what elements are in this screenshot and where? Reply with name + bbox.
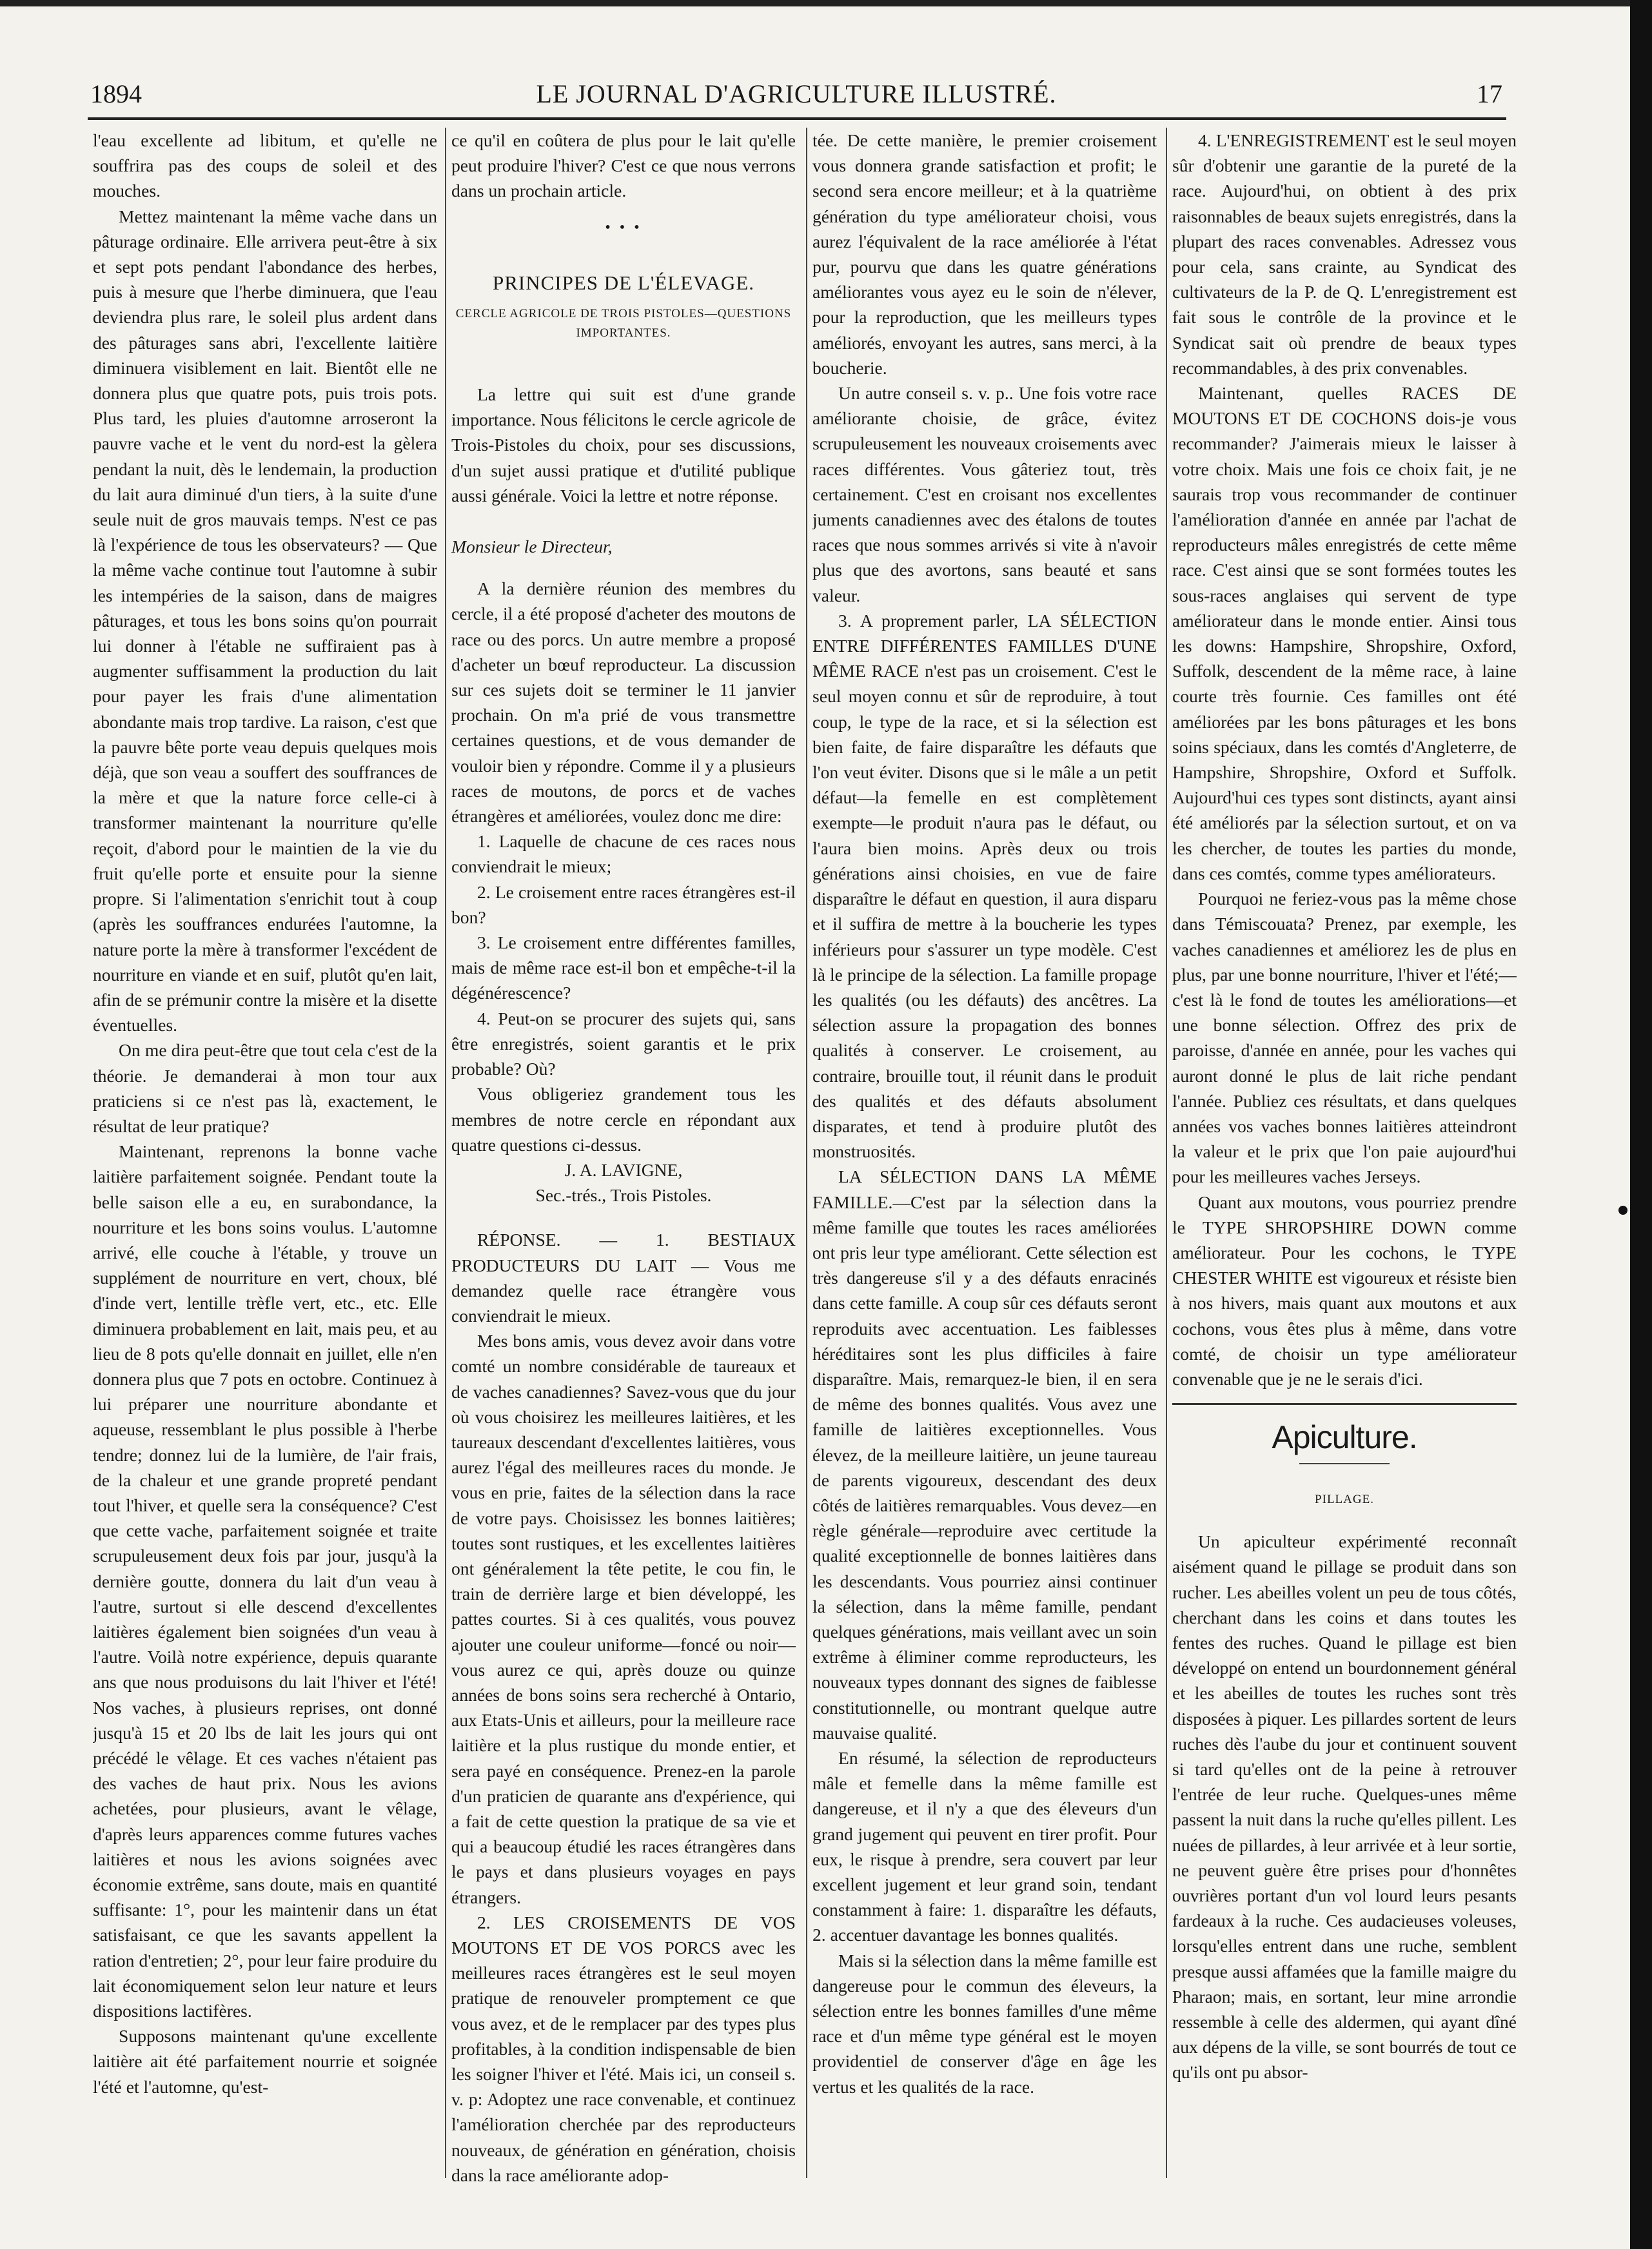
paragraph: Mais si la sélection dans la même famille est dangereuse pour le commun des éleveurs, la sélection entre les bonnes familles d'une même race et d'un même type général est le moyen providentiel de conserver d'âge en âge les vertus et les qualités de la race.: [812, 1950, 1157, 2097]
top-rule: [0, 0, 1630, 6]
paragraph: 2. LES CROISEMENTS DE VOS MOUTONS ET DE VOS PORCS avec les meilleures races étrangères est le seul moyen pratique de renouveler promptement ce que vous avez, et de le remplacer par des types plus profitables, à la condition indispensable de bien les soigner l'hiver et l'été. Mais ici, un conseil s. v. p: Adoptez une race convenable, et continuez l'amélioration cherchée par des reproducteurs nouveaux, de génération en génération, choisis dans la race améliorante adop-: [451, 1912, 796, 2185]
paragraph: A la dernière réunion des membres du cercle, il a été proposé d'acheter des moutons de race ou des porcs. Un autre membre a proposé d'acheter un bœuf reproducteur. La discussion sur ces sujets doit se terminer le 11 janvier prochain. On m'a prié de vous transmettre certaines questions, et de vous demander de vouloir bien y répondre. Comme il y a plusieurs races de moutons, de porcs et de vaches étrangères et améliorées, voulez donc me dire:: [451, 578, 796, 827]
paragraph: l'eau excellente ad libitum, et qu'elle ne souffrira pas des coups de soleil et des mouches.: [93, 130, 437, 201]
paragraph: Mettez maintenant la même vache dans un pâturage ordinaire. Elle arrivera peut-être à six et sept pots pendant l'abondance des herbes, puis à mesure que l'herbe diminuera, que l'eau deviendra plus rare, le soleil plus ardent dans des pâturages sans abri, l'excellente laitière diminuera visiblement en lait. Bientôt elle ne donnera plus que quatre pots, puis trois pots. Plus tard, les pluies d'automne arroseront la pauvre vache et le vent du nord-est la gèlera pendant la nuit, dès le lendemain, la production du lait aura diminué d'un tiers, à la suite d'une seule nuit de gros mauvais temps. N'est ce pas là l'expérience de tous les observateurs? — Que la même vache continue tout l'automne à subir les intempéries de la saison, dans de maigres pâturages, et tous les bons soins qu'on pourrait lui donner à l'étable ne suffiraient pas à augmenter suffisamment la production du lait pour payer les frais d'une alimentation abondante mais trop tardive. La raison, c'est que la pauvre bête porte veau depuis quelques mois déjà, que son veau a souffert des souffrances de la mère et que la nature force celle-ci à transformer maintenant la nourriture qu'elle reçoit, d'abord pour le maintien de la vie du fruit qu'elle porte et ensuite pour la sienne propre. Si l'alimentation s'enrichit tout à coup (après les souffrances endurées l'automne, la nature porte la mère à transformer l'excédent de nourriture en viande et en suif, plutôt qu'en lait, afin de se prémunir contre la misère et la disette éventuelles.: [93, 206, 437, 1036]
section-title-apiculture: Apiculture.: [1272, 1419, 1417, 1456]
letter-salutation: Monsieur le Directeur,: [451, 536, 613, 557]
paragraph: Maintenant, quelles RACES DE MOUTONS ET DE COCHONS dois-je vous recommander? J'aimerais mieux le laisser à votre choix. Mais une fois ce choix fait, je ne saurais trop vous recommander de continuer l'amélioration d'année en année par l'achat de reproducteurs mâles enregistrés de cette même race. C'est ainsi que se sont formées toutes les sous-races anglaises qui servent de type améliorateur dans le monde entier. Ainsi tous les downs: Hampshire, Shropshire, Oxford, Suffolk, descendent de la même race, à laine courte très fournie. Ces familles ont été améliorées par les bons pâturages et les bons soins spéciaux, dans les comtés d'Angleterre, de Hampshire, Shropshire, Oxford et Suffolk. Aujourd'hui ces types sont distincts, ayant ainsi été améliorés par la sélection surtout, et on va les chercher, de toutes les parties du monde, dans ces comtés, comme types améliorateurs.: [1172, 383, 1517, 883]
column-4: [1172, 128, 1517, 2230]
paragraph: Supposons maintenant qu'une excellente laitière ait été parfaitement nourrie et soignée l'été et l'automne, qu'est-: [93, 2026, 437, 2097]
title-underline: [1299, 1463, 1390, 1464]
column-2: [451, 128, 796, 2230]
section-ornament: • • •: [605, 219, 642, 236]
column-1: [93, 128, 437, 2230]
paragraph: RÉPONSE. — 1. BESTIAUX PRODUCTEURS DU LAIT — Vous me demandez quelle race étrangère vous conviendrait le mieux.: [451, 1230, 796, 1326]
paragraph: 1. Laquelle de chacune de ces races nous conviendrait le mieux;: [451, 831, 796, 877]
paragraph: 4. Peut-on se procurer des sujets qui, sans être enregistrés, soient garantis et le prix probable? Où?: [451, 1008, 796, 1079]
letter-signature-title: Sec.-trés., Trois Pistoles.: [535, 1185, 712, 1206]
column-3: [812, 128, 1157, 2230]
masthead-rule: [88, 117, 1506, 120]
masthead-title: LE JOURNAL D'AGRICULTURE ILLUSTRÉ.: [536, 79, 1057, 108]
paragraph: Un apiculteur expérimenté reconnaît aisément quand le pillage se produit dans son rucher. Les abeilles volent un peu de tous côtés, cherchant dans les coins et dans toutes les fentes des ruches. Quand le pillage est bien développé on entend un bourdonnement général et les abeilles de toutes les ruches sont très disposées à piquer. Les pillardes sortent de leurs ruches dès l'aube du jour et continuent souvent si tard qu'elles ont de la peine à retrouver l'entrée de leur ruche. Quelques-unes même passent la nuit dans la ruche qu'elles pillent. Les nuées de pillardes, à leur arrivée et à leur sortie, ne peuvent guère être prises pour d'honnêtes ouvrières portant d'un vol lourd leurs pesants fardeaux à la ruche. Ces audacieuses voleuses, lorsqu'elles entrent dans une ruche, semblent presque aussi affamées que la famille maigre du Pharaon; mais, en sortant, leur mine arrondie ressemble à celle des aldermen, qui ayant dîné aux dépens de la ville, se sont bourrés de tout ce qu'ils ont pu absor-: [1172, 1531, 1517, 2083]
paragraph: En résumé, la sélection de reproducteurs mâle et femelle dans la même famille est dangereuse, et il n'y a que des éleveurs d'un grand jugement qui peuvent en tirer profit. Pour eux, le risque à prendre, sera couvert par leur excellent jugement et leur grand soin, tendant constamment à faire: 1. disparaître les défauts, 2. accentuer davantage les bonnes qualités.: [812, 1748, 1157, 1945]
section-subtitle: CERCLE AGRICOLE DE TROIS PISTOLES—QUESTIONS IMPORTANTES.: [455, 307, 792, 340]
paragraph: tée. De cette manière, le premier croisement vous donnera grande satisfaction et profit; le second sera encore meilleur; et à la quatrième génération du type améliorateur choisi, vous aurez l'équivalent de la race améliorée à l'état pur, pourvu que dans les quatre générations améliorantes vous ayez eu le soin de n'élever, pour la reproduction, que les meilleurs types améliorés, envoyant les autres, sans merci, à la boucherie.: [812, 130, 1157, 378]
paragraph: 3. A proprement parler, LA SÉLECTION ENTRE DIFFÉRENTES FAMILLES D'UNE MÊME RACE n'est pas un croisement. C'est le seul moyen connu et sûr de reproduire, à tout coup, le type de la race, et si la sélection est bien faite, de faire disparaître les défauts que l'on veut éviter. Disons que si le mâle a un petit défaut—la femelle en est complètement exempte—le produit n'aura pas le défaut, ou l'aura bien moins. Après deux ou trois générations ainsi choisies, en vue de faire disparaître le défaut en question, il aura disparu et il suffira de mettre à la boucherie les types inférieurs pour s'assurer un type modèle. C'est là le principe de la sélection. La famille propage les qualités (ou les défauts) des ancêtres. La sélection assure la propagation des bonnes qualités à conserver. Le croisement, au contraire, brouille tout, il réunit dans le produit des qualités et des défauts absolument disparates, et tend à produire plutôt des monstruosités.: [812, 610, 1157, 1162]
paragraph: 4. L'ENREGISTREMENT est le seul moyen sûr d'obtenir une garantie de la pureté de la race. Aujourd'hui, on obtient à des prix raisonnables de beaux sujets enregistrés, dans la plupart des races convenables. Adressez vous pour cela, sans crainte, au Syndicat des cultivateurs de la P. de Q. L'enregistrement est fait sous le contrôle de la province et le Syndicat sait où prendre de beaux types recommandables, à des prix convenables.: [1172, 130, 1517, 378]
page-edge-bar: [1630, 0, 1652, 2249]
paragraph: La lettre qui suit est d'une grande importance. Nous félicitons le cercle agricole de Trois-Pistoles du choix, pour ses discussions, d'un sujet aussi pratique et d'utilité publique aussi générale. Voici la lettre et notre réponse.: [451, 384, 796, 506]
masthead-page-number: 17: [1477, 79, 1502, 108]
paragraph: Quant aux moutons, vous pourriez prendre le TYPE SHROPSHIRE DOWN comme améliorateur. Pour les cochons, le TYPE CHESTER WHITE est vigoureux et résiste bien à nos hivers, mais quant aux moutons et aux cochons, vous êtes plus à même, dans votre comté, de choisir un type améliorateur convenable que je ne le serais d'ici.: [1172, 1192, 1517, 1389]
paragraph: Vous obligeriez grandement tous les membres de notre cercle en répondant aux quatre questions ci-dessus.: [451, 1084, 796, 1155]
column-rule: [445, 128, 446, 2178]
paragraph: Mes bons amis, vous devez avoir dans votre comté un nombre considérable de taureaux et de vaches canadiennes? Savez-vous que du jour où vous choisirez les meilleures laitières, et les taureaux descendant d'excellentes laitières, vous aurez l'égal des meilleures races du monde. Je vous en prie, faites de la sélection dans la race de votre pays. Choisissez les bonnes laitières; toutes sont rustiques, et les excellentes laitières ont généralement la tête petite, le cou fin, le train de derrière large et bien développé, les pattes courtes. Si à ces qualités, vous pouvez ajouter une couleur uniforme—foncé ou noir— vous aurez ce qui, après douze ou quinze années de bons soins sera recherché à Ontario, aux Etats-Unis et ailleurs, pour la meilleure race laitière et la plus rustique du monde entier, et sera payé en conséquence. Prenez-en la parole d'un praticien de quarante ans d'expérience, qui a fait de cette question la pratique de sa vie et qui a beaucoup étudié les races étrangères dans le pays et dans plusieurs voyages en pays étrangers.: [451, 1331, 796, 1907]
column-rule: [806, 128, 807, 2178]
paragraph: On me dira peut-être que tout cela c'est de la théorie. Je demanderai à mon tour aux praticiens si ce n'est pas là, exactement, le résultat de leur pratique?: [93, 1040, 437, 1136]
paragraph: Maintenant, reprenons la bonne vache laitière parfaitement soignée. Pendant toute la belle saison elle a eu, en surabondance, la nourriture et les bons soins voulus. L'automne arrivé, elle couche à l'étable, y trouve un supplément de nourriture en vert, choux, blé d'inde vert, lentille trèfle vert, etc., etc. Elle diminuera probablement en lait, mais peu, et au lieu de 8 pots qu'elle donnait en juillet, elle n'en donnera plus que 7 pots en octobre. Continuez à lui préparer une nourriture abondante et aqueuse, ressemblant le plus possible à l'herbe tendre; donnez lui de la lumière, de l'air frais, de la chaleur et une grande propreté pendant tout l'hiver, et quelle sera la conséquence? C'est que cette vache, parfaitement soignée et traite scrupuleusement deux fois par jour, jusqu'à la dernière goutte, donnera du lait d'un veau à l'autre, surtout si elle descend d'excellentes laitières également bien soignées d'un veau à l'autre. Voilà notre expérience, depuis quarante ans que nous produisons du lait l'hiver et l'été! Nos vaches, à plusieurs reprises, ont donné jusqu'à 15 et 20 lbs de lait les jours qui ont précédé le vêlage. Et ces vaches n'étaient pas des vaches de haut prix. Nous les avions achetées, pour plusieurs, avant le vêlage, d'après leurs apparences comme futures vaches laitières et nous les avions soignées avec économie extrême, sans doute, mais en quantité suffisante: 1°, pour les maintenir dans un état satisfaisant, ce que les savants appellent la ration d'entretien; 2°, pour leur faire produire du lait économiquement selon leur nature et leurs dispositions lactifères.: [93, 1141, 437, 2021]
masthead: [90, 79, 1502, 117]
paragraph: Un autre conseil s. v. p.. Une fois votre race améliorante choisie, de grâce, évitez scrupuleusement les nouveaux croisements avec races différentes. Vous gâteriez tout, très certainement. C'est en croisant nos excellentes juments canadiennes avec des étalons de toutes races que nous sommes arrivés si vite à n'avoir plus que des avortons, sans beauté et sans valeur.: [812, 383, 1157, 605]
column-rule: [1166, 128, 1167, 2178]
paragraph: ce qu'il en coûtera de plus pour le lait qu'elle peut produire l'hiver? C'est ce que nous verrons dans un prochain article.: [451, 130, 796, 201]
paragraph: LA SÉLECTION DANS LA MÊME FAMILLE.—C'est par la sélection dans la même famille que toutes les races améliorées ont pris leur type améliorant. Cette sélection est très dangereuse s'il y a des défauts enracinés dans cette famille. A coup sûr ces défauts seront reproduits avec accentuation. Les faiblesses héréditaires sont les plus difficiles à faire disparaître. Mais, remarquez-le bien, il en sera de même des bonnes qualités. Vous avez une famille de laitières exceptionnelles. Vous élevez, de la meilleure laitière, un jeune taureau de parents vigoureux, descendant des deux côtés de laitières remarquables. Vous devez—en règle générale—reproduire avec certitude la qualité exceptionnelle de bonnes laitières dans les descendants. Vous pourriez ainsi continuer la sélection, dans la même famille, pendant quelques générations, mais veillant avec un soin extrême à éliminer comme reproducteurs, les nouveaux types donnant des signes de faiblesse constitutionnelle, ou montrant quelque autre mauvaise qualité.: [812, 1166, 1157, 1743]
paragraph: Pourquoi ne feriez-vous pas la même chose dans Témiscouata? Prenez, par exemple, les vaches canadiennes et améliorez les de plus en plus, par une bonne nourriture, l'hiver et l'été;—c'est là le fond de toutes les améliorations—et une bonne sélection. Offrez des prix de paroisse, d'année en année, pour les vaches qui auront donné le plus de lait riche pendant l'année. Publiez ces résultats, et dans quelques années vos vaches bonnes laitières atteindront la valeur et le prix que l'on paie aujourd'hui pour les meilleures vaches Jerseys.: [1172, 889, 1517, 1187]
paragraph: 3. Le croisement entre différentes familles, mais de même race est-il bon et empêche-t-il la dégénérescence?: [451, 932, 796, 1003]
paragraph: 2. Le croisement entre races étrangères est-il bon?: [451, 881, 796, 927]
masthead-year: 1894: [90, 79, 142, 108]
section-divider: [1172, 1403, 1517, 1405]
section-title: PRINCIPES DE L'ÉLEVAGE.: [492, 271, 755, 294]
letter-signature: J. A. LAVIGNE,: [564, 1159, 683, 1180]
section-subtitle: PILLAGE.: [1315, 1493, 1374, 1507]
ink-blot: [1618, 1206, 1627, 1215]
